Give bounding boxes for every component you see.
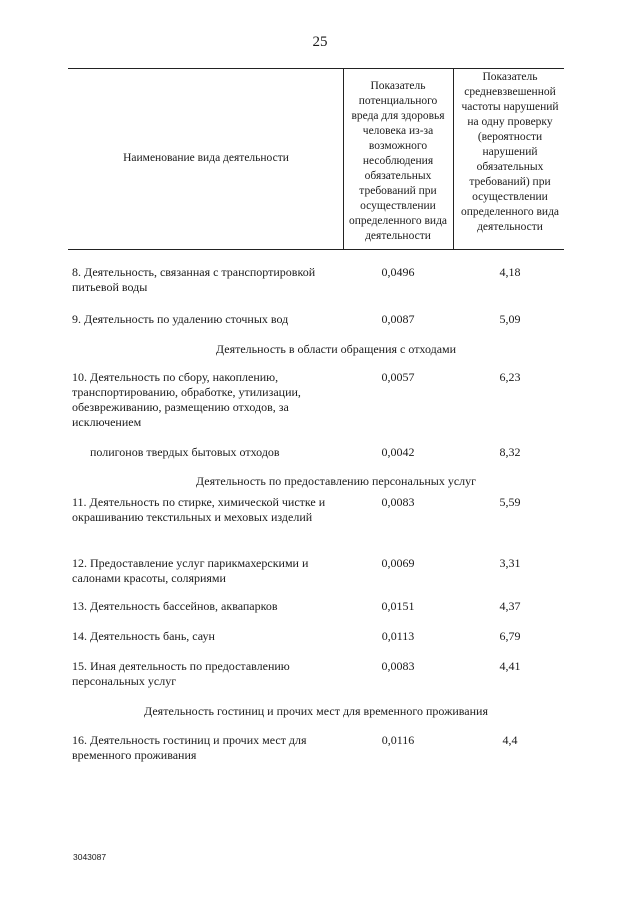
row-label: 14. Деятельность бань, саун bbox=[72, 629, 215, 643]
column-divider bbox=[453, 68, 454, 249]
row-label: 16. Деятельность гостиниц и прочих мест для временного проживания bbox=[72, 733, 307, 762]
document-code: 3043087 bbox=[73, 852, 107, 862]
row-frequency-value: 3,31 bbox=[499, 556, 521, 570]
row-frequency-value: 4,18 bbox=[499, 265, 521, 279]
row-harm-value: 0,0116 bbox=[381, 733, 415, 747]
row-harm-value: 0,0151 bbox=[381, 599, 415, 613]
row-label: 15. Иная деятельность по предоставлению персональных услуг bbox=[72, 659, 290, 688]
table-header-bottom-rule bbox=[68, 249, 564, 250]
row-frequency-value: 5,09 bbox=[499, 312, 521, 326]
row-harm-value: 0,0083 bbox=[381, 495, 415, 509]
row-harm-value: 0,0069 bbox=[381, 556, 415, 570]
row-label: 9. Деятельность по удалению сточных вод bbox=[72, 312, 289, 326]
column-divider bbox=[343, 68, 344, 249]
row-frequency-value: 5,59 bbox=[499, 495, 521, 509]
row-harm-value: 0,0113 bbox=[381, 629, 415, 643]
row-label: 11. Деятельность по стирке, химической чистке и окрашиванию текстильных и меховых изделий bbox=[72, 495, 326, 524]
row-frequency-value: 4,41 bbox=[499, 659, 521, 673]
row-frequency-value: 4,4 bbox=[502, 733, 518, 747]
page-number: 25 bbox=[312, 34, 328, 50]
row-label: 13. Деятельность бассейнов, аквапарков bbox=[72, 599, 278, 613]
row-label: 10. Деятельность по сбору, накоплению, транспортированию, обработке, утилизации, обезвреживанию, размещению отходов, за исключением bbox=[72, 370, 301, 429]
row-label: 12. Предоставление услуг парикмахерскими и салонами красоты, соляриями bbox=[72, 556, 309, 585]
section-heading: Деятельность гостиниц и прочих мест для временного проживания bbox=[144, 704, 488, 718]
row-label: 8. Деятельность, связанная с транспортировкой питьевой воды bbox=[72, 265, 316, 294]
row-harm-value: 0,0083 bbox=[381, 659, 415, 673]
row-frequency-value: 6,23 bbox=[499, 370, 521, 384]
row-harm-value: 0,0496 bbox=[381, 265, 415, 279]
row-harm-value: 0,0042 bbox=[381, 445, 415, 459]
section-heading: Деятельность в области обращения с отходами bbox=[215, 342, 457, 356]
row-frequency-value: 4,37 bbox=[499, 599, 521, 613]
row-harm-value: 0,0087 bbox=[381, 312, 415, 326]
header-harm-indicator: Показатель потенциального вреда для здоровья человека из-за возможного несоблюдения обязательных требований при осуществлении определенного вида деятельности bbox=[348, 80, 448, 242]
row-frequency-value: 8,32 bbox=[499, 445, 521, 459]
header-activity-name: Наименование вида деятельности bbox=[123, 152, 289, 164]
section-heading: Деятельность по предоставлению персональных услуг bbox=[195, 474, 477, 488]
row-frequency-value: 6,79 bbox=[499, 629, 521, 643]
row-label: полигонов твердых бытовых отходов bbox=[90, 445, 280, 459]
row-harm-value: 0,0057 bbox=[381, 370, 415, 384]
table-top-rule bbox=[68, 68, 564, 69]
header-violation-frequency: Показатель средневзвешенной частоты нарушений на одну проверку (вероятности нарушений обязательных требований) при осуществлении определенного вида деятельности bbox=[460, 71, 560, 233]
